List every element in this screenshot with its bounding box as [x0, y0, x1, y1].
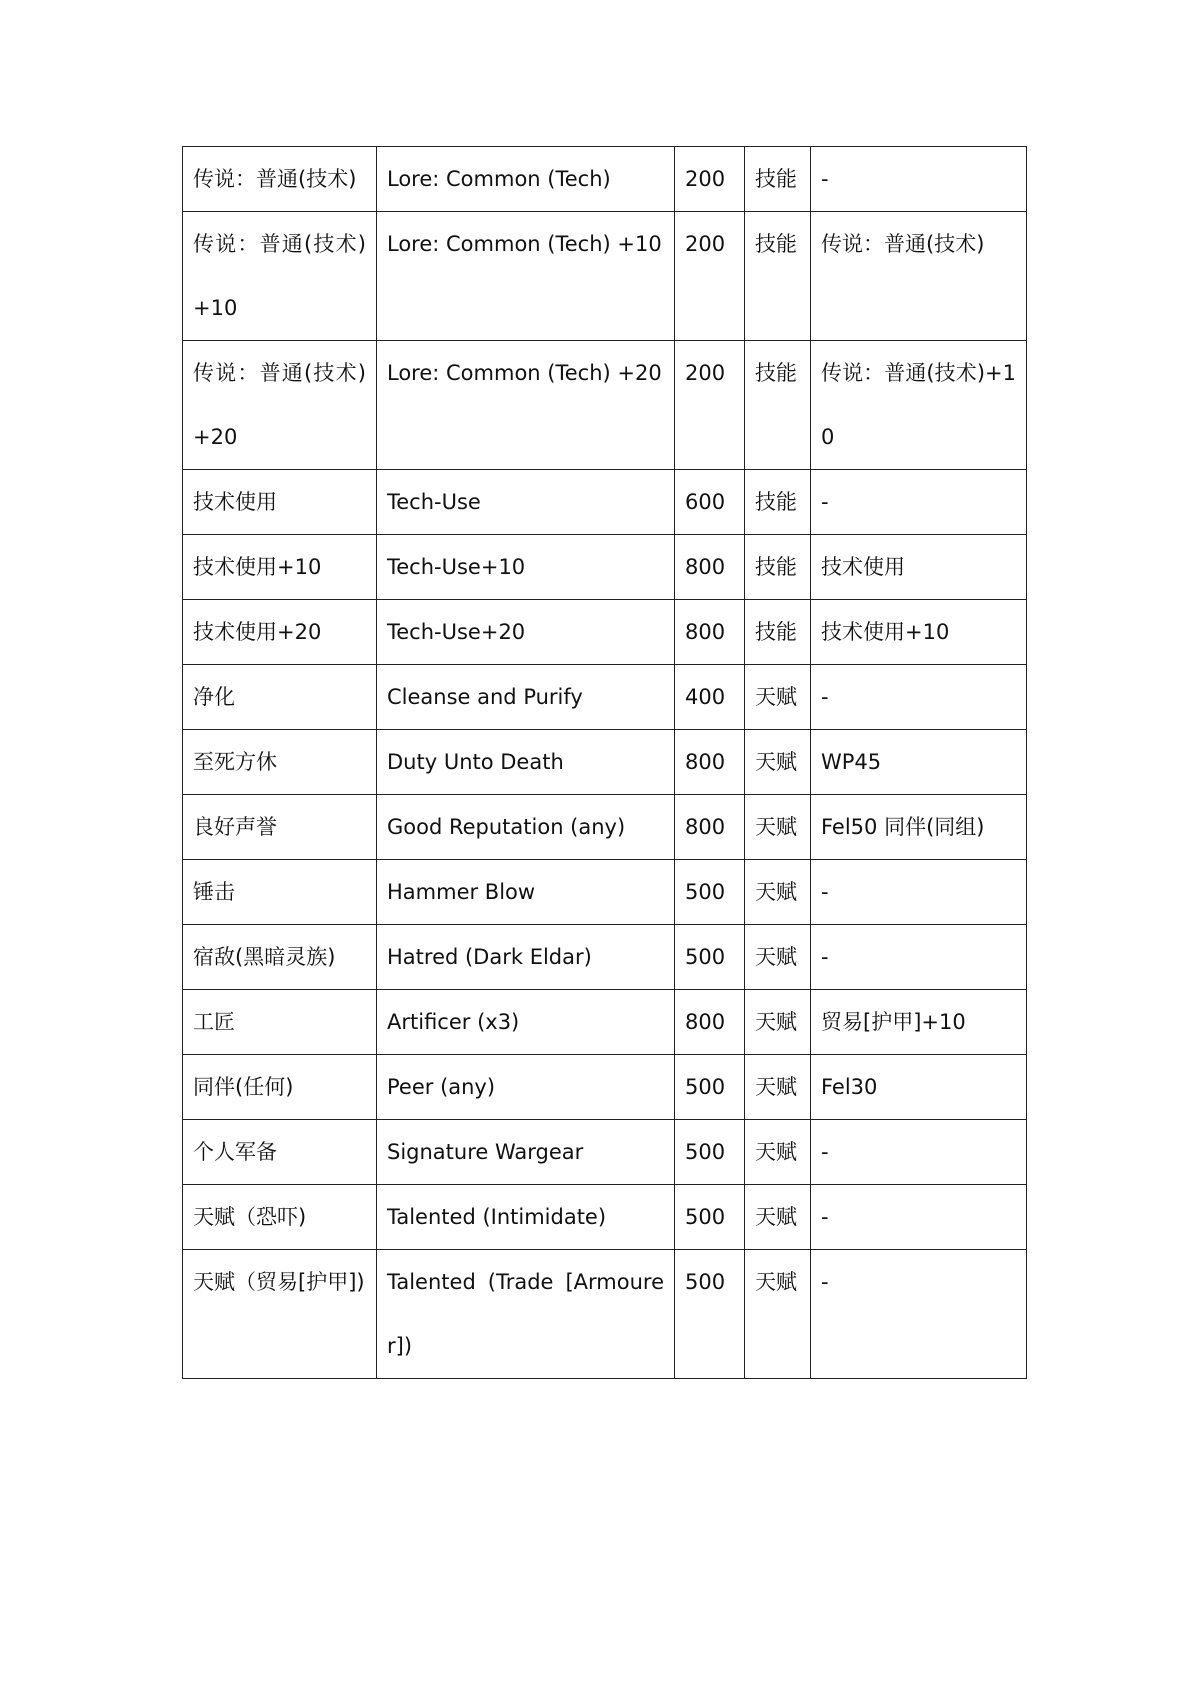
table-row	[183, 470, 1027, 535]
type-cell: 天赋	[745, 1185, 811, 1250]
cost-cell: 500	[675, 860, 745, 925]
chinese-name-cell: 良好声誉	[183, 795, 377, 860]
english-name-cell: Tech-Use+20	[377, 600, 675, 665]
cost-cell: 800	[675, 990, 745, 1055]
prerequisite-cell: -	[811, 860, 1027, 925]
chinese-name-cell: 传说：普通(技术)+10	[183, 212, 377, 341]
chinese-name-cell: 技术使用	[183, 470, 377, 535]
table-row	[183, 990, 1027, 1055]
prerequisite-cell: 技术使用	[811, 535, 1027, 600]
english-name-cell: Cleanse and Purify	[377, 665, 675, 730]
cost-cell: 400	[675, 665, 745, 730]
chinese-name-cell: 技术使用+10	[183, 535, 377, 600]
chinese-name-cell: 传说：普通(技术)+20	[183, 341, 377, 470]
type-cell: 天赋	[745, 730, 811, 795]
table-row	[183, 1250, 1027, 1379]
table-row	[183, 730, 1027, 795]
table-row	[183, 1185, 1027, 1250]
prerequisite-cell: -	[811, 925, 1027, 990]
english-name-cell: Tech-Use	[377, 470, 675, 535]
type-cell: 天赋	[745, 1120, 811, 1185]
table-row	[183, 535, 1027, 600]
chinese-name-cell: 净化	[183, 665, 377, 730]
chinese-name-cell: 技术使用+20	[183, 600, 377, 665]
cost-cell: 800	[675, 600, 745, 665]
prerequisite-cell: -	[811, 147, 1027, 212]
talent-cost-table	[182, 146, 1027, 1379]
english-name-cell: Peer (any)	[377, 1055, 675, 1120]
cost-cell: 600	[675, 470, 745, 535]
prerequisite-cell: 贸易[护甲]+10	[811, 990, 1027, 1055]
cost-cell: 800	[675, 535, 745, 600]
chinese-name-cell: 锤击	[183, 860, 377, 925]
cost-cell: 200	[675, 147, 745, 212]
table-row	[183, 600, 1027, 665]
type-cell: 技能	[745, 147, 811, 212]
type-cell: 技能	[745, 212, 811, 341]
type-cell: 技能	[745, 535, 811, 600]
prerequisite-cell: 传说：普通(技术)	[811, 212, 1027, 341]
type-cell: 天赋	[745, 860, 811, 925]
table-row	[183, 925, 1027, 990]
prerequisite-cell: -	[811, 1120, 1027, 1185]
type-cell: 技能	[745, 341, 811, 470]
table-row	[183, 341, 1027, 470]
cost-cell: 800	[675, 730, 745, 795]
prerequisite-cell: -	[811, 665, 1027, 730]
chinese-name-cell: 个人军备	[183, 1120, 377, 1185]
type-cell: 天赋	[745, 795, 811, 860]
type-cell: 天赋	[745, 990, 811, 1055]
english-name-cell: Talented (Intimidate)	[377, 1185, 675, 1250]
prerequisite-cell: Fel30	[811, 1055, 1027, 1120]
type-cell: 技能	[745, 470, 811, 535]
english-name-cell: Lore: Common (Tech) +10	[377, 212, 675, 341]
prerequisite-cell: WP45	[811, 730, 1027, 795]
english-name-cell: Lore: Common (Tech)	[377, 147, 675, 212]
english-name-cell: Duty Unto Death	[377, 730, 675, 795]
cost-cell: 200	[675, 212, 745, 341]
type-cell: 天赋	[745, 1250, 811, 1379]
english-name-cell: Hatred (Dark Eldar)	[377, 925, 675, 990]
prerequisite-cell: 传说：普通(技术)+10	[811, 341, 1027, 470]
prerequisite-cell: -	[811, 470, 1027, 535]
chinese-name-cell: 工匠	[183, 990, 377, 1055]
english-name-cell: Hammer Blow	[377, 860, 675, 925]
english-name-cell: Lore: Common (Tech) +20	[377, 341, 675, 470]
english-name-cell: Good Reputation (any)	[377, 795, 675, 860]
english-name-cell: Signature Wargear	[377, 1120, 675, 1185]
prerequisite-cell: 技术使用+10	[811, 600, 1027, 665]
cost-cell: 500	[675, 1185, 745, 1250]
table-row	[183, 212, 1027, 341]
cost-cell: 500	[675, 1120, 745, 1185]
cost-cell: 200	[675, 341, 745, 470]
table-row	[183, 795, 1027, 860]
english-name-cell: Tech-Use+10	[377, 535, 675, 600]
english-name-cell: Artificer (x3)	[377, 990, 675, 1055]
cost-cell: 500	[675, 1055, 745, 1120]
type-cell: 天赋	[745, 665, 811, 730]
cost-cell: 500	[675, 1250, 745, 1379]
table-row	[183, 1055, 1027, 1120]
table-row	[183, 1120, 1027, 1185]
english-name-cell: Talented (Trade [Armourer])	[377, 1250, 675, 1379]
table-row	[183, 147, 1027, 212]
chinese-name-cell: 宿敌(黑暗灵族)	[183, 925, 377, 990]
chinese-name-cell: 天赋（贸易[护甲])	[183, 1250, 377, 1379]
chinese-name-cell: 同伴(任何)	[183, 1055, 377, 1120]
type-cell: 技能	[745, 600, 811, 665]
cost-cell: 800	[675, 795, 745, 860]
prerequisite-cell: -	[811, 1250, 1027, 1379]
cost-cell: 500	[675, 925, 745, 990]
prerequisite-cell: -	[811, 1185, 1027, 1250]
table-row	[183, 665, 1027, 730]
chinese-name-cell: 至死方休	[183, 730, 377, 795]
chinese-name-cell: 传说：普通(技术)	[183, 147, 377, 212]
type-cell: 天赋	[745, 925, 811, 990]
chinese-name-cell: 天赋（恐吓)	[183, 1185, 377, 1250]
prerequisite-cell: Fel50 同伴(同组)	[811, 795, 1027, 860]
type-cell: 天赋	[745, 1055, 811, 1120]
table-row	[183, 860, 1027, 925]
